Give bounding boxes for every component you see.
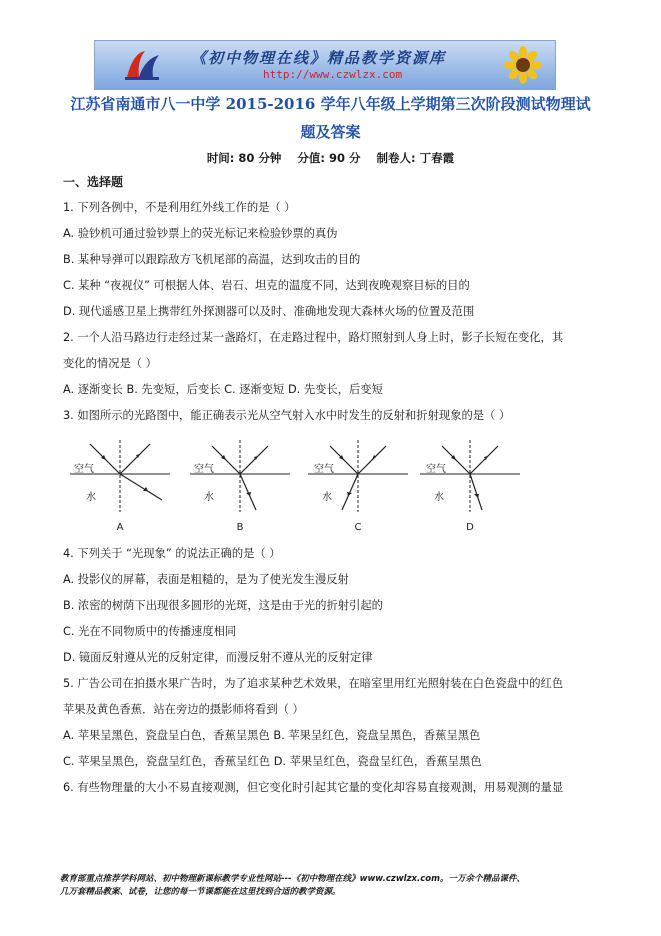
diagram-a: [70, 436, 170, 536]
diagram-c: [308, 436, 408, 536]
diagram-label: C: [354, 522, 362, 533]
diagram-label: A: [116, 522, 124, 533]
question-line: 苹果及黄色香蕉．站在旁边的摄影师将看到（ ）: [63, 703, 304, 716]
option-line: A. 逐渐变长 B. 先变短，后变长 C. 逐渐变短 D. 先变长，后变短: [63, 383, 383, 396]
document-title-continued: 题及答案: [300, 123, 361, 141]
air-label: 空气: [74, 464, 94, 475]
question-line: 3. 如图所示的光路图中，能正确表示光从空气射入水中时发生的反射和折射现象的是（ ）: [63, 409, 511, 422]
diagram-d: [420, 436, 520, 536]
air-label: 空气: [314, 464, 334, 475]
banner-title: 《初中物理在线》精品教学资源库: [191, 49, 447, 67]
option-line: C. 光在不同物质中的传播速度相同: [63, 625, 237, 638]
document-title: 江苏省南通市八一中学 2015-2016 学年八年级上学期第三次阶段测试物理试: [70, 95, 591, 113]
question-line: 5. 广告公司在拍摄水果广告时，为了追求某种艺术效果，在暗室里用红光照射装在白色瓷盘中的红色: [63, 677, 564, 690]
water-label: 水: [322, 492, 332, 503]
question-line: 4. 下列关于 “光现象” 的说法正确的是（ ）: [63, 547, 281, 560]
sunflower-icon: [499, 45, 547, 85]
option-line: D. 镜面反射遵从光的反射定律，而漫反射不遵从光的反射定律: [63, 651, 373, 664]
water-label: 水: [204, 492, 214, 503]
question-line: 6. 有些物理量的大小不易直接观测，但它变化时引起其它量的变化却容易直接观测，用易观测的量显: [63, 781, 564, 794]
question-line: 变化的情况是（ ）: [63, 357, 157, 370]
option-line: A. 验钞机可通过验钞票上的荧光标记来检验钞票的真伪: [63, 227, 338, 240]
section-heading: 一、选择题: [63, 175, 124, 189]
option-line: D. 现代遥感卫星上携带红外探测器可以及时、准确地发现大森林火场的位置及范围: [63, 305, 475, 318]
air-label: 空气: [426, 464, 446, 475]
air-label: 空气: [194, 464, 214, 475]
water-label: 水: [86, 492, 96, 503]
option-line: C. 某种 “夜视仪” 可根据人体、岩石、坦克的温度不同，达到夜晚观察目标的目的: [63, 279, 470, 292]
question-line: 2. 一个人沿马路边行走经过某一盏路灯，在走路过程中，路灯照射到人身上时，影子长短在变化，其: [63, 331, 564, 344]
diagram-b: [190, 436, 290, 536]
page-footer: [60, 873, 605, 899]
site-logo-icon: [123, 47, 163, 83]
option-line: A. 投影仪的屏幕，表面是粗糙的，是为了使光发生漫反射: [63, 573, 349, 586]
option-line: B. 某种导弹可以跟踪敌方飞机尾部的高温，达到攻击的目的: [63, 253, 361, 266]
question-line: 1. 下列各例中，不是利用红外线工作的是（ ）: [63, 201, 296, 214]
water-label: 水: [434, 492, 444, 503]
light-path-diagrams: [60, 436, 510, 536]
banner-url[interactable]: http://www.czwlzx.com: [263, 68, 403, 81]
diagram-label: D: [466, 522, 474, 533]
footer-line: 教育部重点推荐学科网站、初中物理新课标教学专业性网站---《初中物理在线》www.czwlzx.com。一万余个精品课件、: [60, 874, 525, 884]
footer-line: 几万套精品教案、试卷，让您的每一节课都能在这里找到合适的教学资源。: [60, 887, 341, 897]
header-banner: [94, 40, 556, 90]
option-line: B. 浓密的树荫下出现很多圆形的光斑，这是由于光的折射引起的: [63, 599, 383, 612]
option-line: C. 苹果呈黑色，瓷盘呈红色，香蕉呈红色 D. 苹果呈红色，瓷盘呈红色，香蕉呈黑色: [63, 755, 482, 768]
diagram-label: B: [236, 522, 244, 533]
option-line: A. 苹果呈黑色，瓷盘呈白色，香蕉呈黑色 B. 苹果呈红色，瓷盘呈黑色，香蕉呈黑色: [63, 729, 481, 742]
exam-meta: 时间: 80 分钟 分值: 90 分 制卷人: 丁春霞: [206, 151, 455, 165]
